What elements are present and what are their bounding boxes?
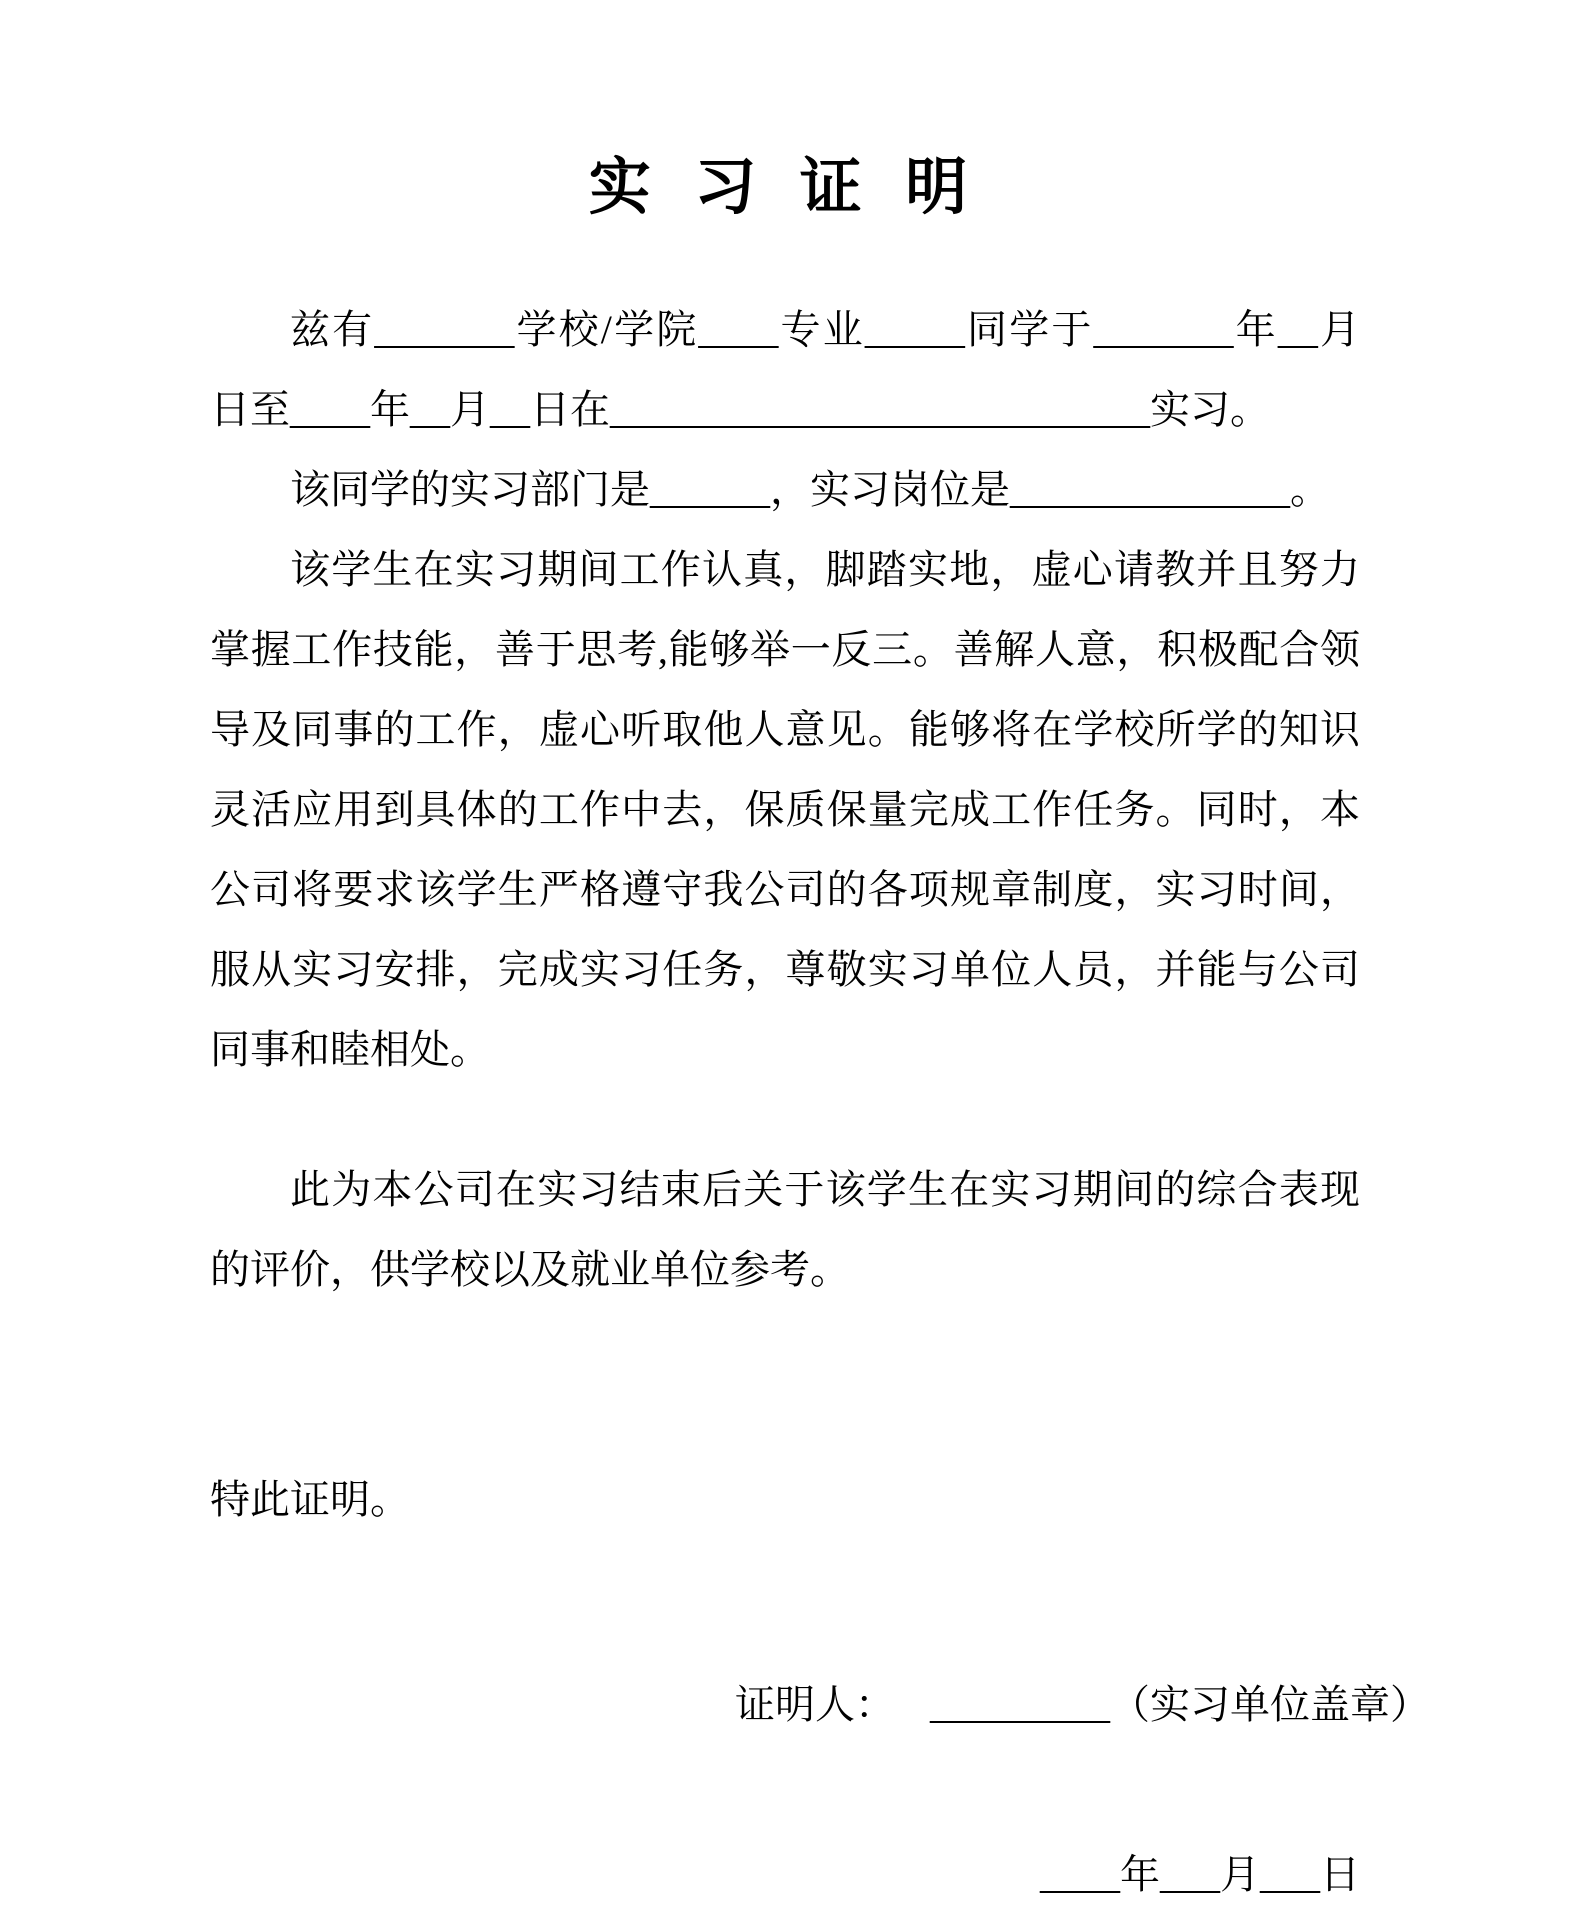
document-title: 实 习 证 明 [588, 154, 982, 222]
signer-blank: _________ [930, 1682, 1110, 1727]
signer-label: 证明人： [735, 1682, 895, 1727]
stamp-note: （实习单位盖章） [1110, 1682, 1430, 1727]
intro-paragraph: 兹有_______学校/学院____专业_____同学于_______年__月日至____年__月__日在___________________________实习。 [210, 307, 1360, 432]
closing-statement: 特此证明。 [210, 1477, 410, 1522]
signature-line [210, 1665, 1430, 1745]
document-content [210, 0, 1430, 1915]
evaluation-paragraph: 该学生在实习期间工作认真，脚踏实地，虚心请教并且努力掌握工作技能，善于思考,能够举一反三。善解人意，积极配合领导及同事的工作，虚心听取他人意见。能够将在学校所学的知识灵活应用到具体的工作中去，保质保量完成工作任务。同时，本公司将要求该学生严格遵守我公司的各项规章制度，实习时间，服从实习安排，完成实习任务，尊敬实习单位人员，并能与公司同事和睦相处。 [210, 547, 1360, 1072]
department-position-line: 该同学的实习部门是______，实习岗位是______________。 [290, 467, 1330, 512]
summary-paragraph: 此为本公司在实习结束后关于该学生在实习期间的综合表现的评价，供学校以及就业单位参考。 [210, 1167, 1360, 1292]
date-line: ____年___月___日 [1040, 1852, 1360, 1897]
